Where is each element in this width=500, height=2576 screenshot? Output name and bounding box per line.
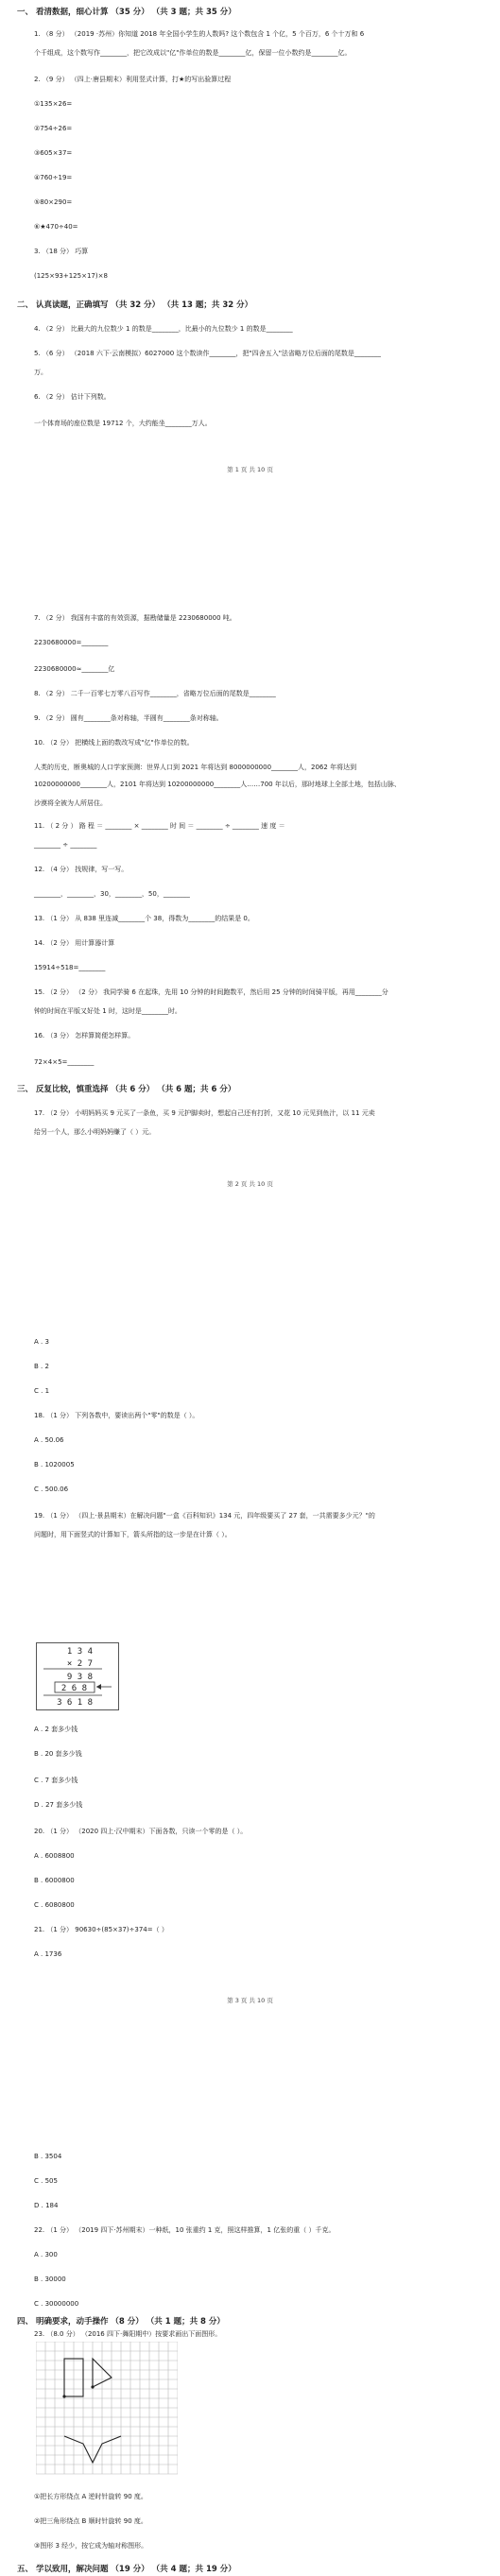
question-16: 16. （3 分） 怎样算简便怎样算。 bbox=[34, 1032, 135, 1039]
grid-diagram bbox=[36, 2342, 178, 2482]
option: A . 3 bbox=[34, 1338, 49, 1346]
question-2-item: ②754÷26= bbox=[34, 125, 73, 132]
vertical-multiplication-figure bbox=[36, 1642, 119, 1710]
question-1: 1. （8 分） （2019 ·苏州）你知道 2018 年全国小学生的人数吗? 这个数包含 1 个亿，5 个百万，6 个十万和 6 bbox=[34, 30, 365, 38]
question-23-item: ③图形 3 经少，按它成为轴对称图形。 bbox=[34, 2542, 148, 2550]
question-10-paragraph: 10200000000________人，2101 年将达到 10200000000________人……700 年以后，那时地球上全部土地，包括山脉、 bbox=[34, 781, 401, 788]
question-5: 5. （6 分） （2018 六下·云南模拟）6027000 这个数读作________，把"四舍五入"法省略万位后面的尾数是________ bbox=[34, 350, 381, 357]
option: A . 300 bbox=[34, 2251, 58, 2258]
question-3: 3. （18 分） 巧算 bbox=[34, 248, 89, 255]
question-23-item: ②把三角形绕点 B 顺时针旋转 90 度。 bbox=[34, 2517, 147, 2525]
rotation-grid-figure bbox=[36, 2342, 178, 2482]
section-2-title: 二、 认真读题，正确填写 （共 32 分） （共 13 题；共 32 分） bbox=[17, 301, 253, 310]
question-11-line-2: ________ ÷ ________ bbox=[34, 841, 97, 849]
page-footer: 第 1 页 共 10 页 bbox=[227, 466, 273, 473]
page-footer: 第 3 页 共 10 页 bbox=[227, 1997, 273, 2004]
option: A . 50.06 bbox=[34, 1436, 64, 1444]
section-1-title: 一、 看清数据，细心计算 （35 分） （共 3 题；共 35 分） bbox=[17, 8, 236, 17]
question-17: 17. （2 分） 小明妈妈买 9 元买了一条鱼，买 9 元护脚卖时，想起自己还有打折，又花 10 元见到鱼汁，以 11 元卖 bbox=[34, 1109, 375, 1117]
question-7: 7. （2 分） 我国有丰富的有效资源，据勘储量是 2230680000 吨。 bbox=[34, 614, 236, 622]
question-1-line-2: 个千组成，这个数写作________，把它改成以"亿"作单位的数是________亿，保留一位小数约是________亿。 bbox=[34, 49, 352, 57]
question-19: 19. （1 分） （四上·景县期末）在解决问题"一盒《百科知识》134 元，四年级要买了 27 套，一共需要多少元？"的 bbox=[34, 1512, 375, 1520]
question-21: 21. （1 分） 90630÷(85×37)÷374=（ ） bbox=[34, 1926, 168, 1933]
calc-row: 3 6 1 8 bbox=[57, 1698, 93, 1708]
question-22: 22. （1 分） （2019 四下·苏州期末）一种纸，10 张重约 1 克，照这样推算，1 亿张的重（ ）千克。 bbox=[34, 2226, 336, 2234]
question-10-paragraph: 沙漠将全被为人所居住。 bbox=[34, 799, 107, 807]
section-4-title: 四、 明确要求，动手操作 （8 分） （共 1 题；共 8 分） bbox=[17, 2317, 225, 2327]
question-8: 8. （2 分） 二千一百零七万零八百写作________，省略万位后面的尾数是________ bbox=[34, 690, 276, 697]
question-23-item: ①把长方形绕点 A 逆时针旋转 90 度。 bbox=[34, 2493, 147, 2500]
option: B . 2 bbox=[34, 1363, 49, 1370]
question-6: 6. （2 分） 估计下列数。 bbox=[34, 393, 111, 401]
option: C . 500.06 bbox=[34, 1485, 69, 1493]
option: D . 184 bbox=[34, 2202, 59, 2209]
question-16-expression: 72×4×5=________ bbox=[34, 1058, 95, 1066]
question-3-expression: (125×93+125×17)×8 bbox=[34, 272, 108, 280]
question-2-item: ⑥★470÷40= bbox=[34, 223, 78, 231]
calc-row: × 2 7 bbox=[66, 1659, 93, 1669]
question-23: 23. （8.0 分） （2016 四下·舞阳期中）按要求画出下面图形。 bbox=[34, 2330, 222, 2338]
question-10-paragraph: 人类的历史，断奥城的人口学家预测：世界人口到 2021 年将达到 8000000000________人，2062 年将达到 bbox=[34, 764, 357, 771]
question-18: 18. （1 分） 下列各数中，要读出两个"零"的数是（ ）。 bbox=[34, 1412, 199, 1419]
question-17-line-2: 给另一个人，那么小明妈妈赚了（ ）元。 bbox=[34, 1128, 156, 1136]
vertical-multiplication-diagram bbox=[36, 1642, 119, 1710]
option: A . 6008800 bbox=[34, 1852, 75, 1860]
option: B . 1020005 bbox=[34, 1461, 75, 1468]
option: B . 20 套多少钱 bbox=[34, 1750, 82, 1758]
option: B . 6000800 bbox=[34, 1877, 75, 1884]
option: C . 6080800 bbox=[34, 1901, 75, 1909]
option: A . 2 套多少钱 bbox=[34, 1726, 78, 1733]
question-6-line-2: 一个体育场的座位数是 19712 个，大约能坐________万人。 bbox=[34, 420, 212, 427]
question-12: 12. （4 分） 找规律，写一写。 bbox=[34, 866, 129, 873]
question-5-line-2: 万。 bbox=[34, 369, 47, 376]
question-15: 15. （2 分） （2 分） 我同学骑 6 在起珠，先用 10 分钟的时间跑数平，然后用 25 分钟的时间骑平版，再用________分 bbox=[34, 988, 388, 996]
question-2-item: ④760÷19= bbox=[34, 174, 73, 181]
option: A . 1736 bbox=[34, 1950, 62, 1958]
question-9: 9. （2 分） 圆有________条对称轴，半圆有________条对称轴。 bbox=[34, 714, 223, 722]
option: C . 505 bbox=[34, 2177, 58, 2185]
question-7-line-2: 2230680000=________ bbox=[34, 639, 109, 646]
calc-row: 1 3 4 bbox=[66, 1647, 93, 1657]
question-2-item: ③605×37= bbox=[34, 149, 73, 157]
question-2: 2. （9 分） （四上·唐县期末）利用竖式计算，打★的写出验算过程 bbox=[34, 76, 232, 83]
question-2-item: ①135×26= bbox=[34, 100, 73, 108]
question-2-item: ⑤80×290= bbox=[34, 198, 73, 206]
option: B . 3504 bbox=[34, 2153, 62, 2160]
option: D . 27 套多少钱 bbox=[34, 1801, 83, 1809]
calc-row: 9 3 8 bbox=[66, 1673, 93, 1682]
question-15-line-2: 钟的时间在平版又好处 1 时，这时是________时。 bbox=[34, 1007, 181, 1015]
option: B . 30000 bbox=[34, 2275, 66, 2283]
question-19-line-2: 问题时，用下面竖式的计算如下，箭头所指的这一步是在计算（ ）。 bbox=[34, 1531, 232, 1538]
question-4: 4. （2 分） 比最大的九位数少 1 的数是________，比最小的九位数少 1 的数是________ bbox=[34, 325, 293, 333]
page-footer: 第 2 页 共 10 页 bbox=[227, 1180, 273, 1188]
question-7-line-3: 2230680000≈________亿 bbox=[34, 665, 115, 673]
question-13: 13. （1 分） 从 838 里连减________个 38，得数为________的结果是 0。 bbox=[34, 915, 254, 922]
question-10: 10. （2 分） 把横线上面的数改写成"亿"作单位的数。 bbox=[34, 739, 194, 747]
section-3-title: 三、 反复比较，慎重选择 （共 6 分） （共 6 题；共 6 分） bbox=[17, 1085, 236, 1094]
calc-row: 2 6 8 bbox=[60, 1684, 87, 1693]
option: C . 1 bbox=[34, 1387, 50, 1395]
question-20: 20. （1 分） （2020 四上·汉中期末）下面各数，只读一个零的是（ ）。 bbox=[34, 1828, 248, 1835]
option: C . 30000000 bbox=[34, 2300, 79, 2308]
option: C . 7 套多少钱 bbox=[34, 1777, 78, 1784]
question-11: 11. （ 2 分 ） 路 程 ＝ ________ × ________ 时 间 ＝ ________ ÷ ________ 速 度 ＝ bbox=[34, 822, 285, 830]
question-14-expression: 15914÷518=________ bbox=[34, 964, 106, 971]
question-12-sequence: ________，________，30，________，50，________ bbox=[34, 890, 190, 898]
section-5-title: 五、 学以致用，解决问题 （19 分） （共 4 题；共 19 分） bbox=[17, 2565, 236, 2574]
question-14: 14. （2 分） 用计算器计算 bbox=[34, 939, 115, 947]
